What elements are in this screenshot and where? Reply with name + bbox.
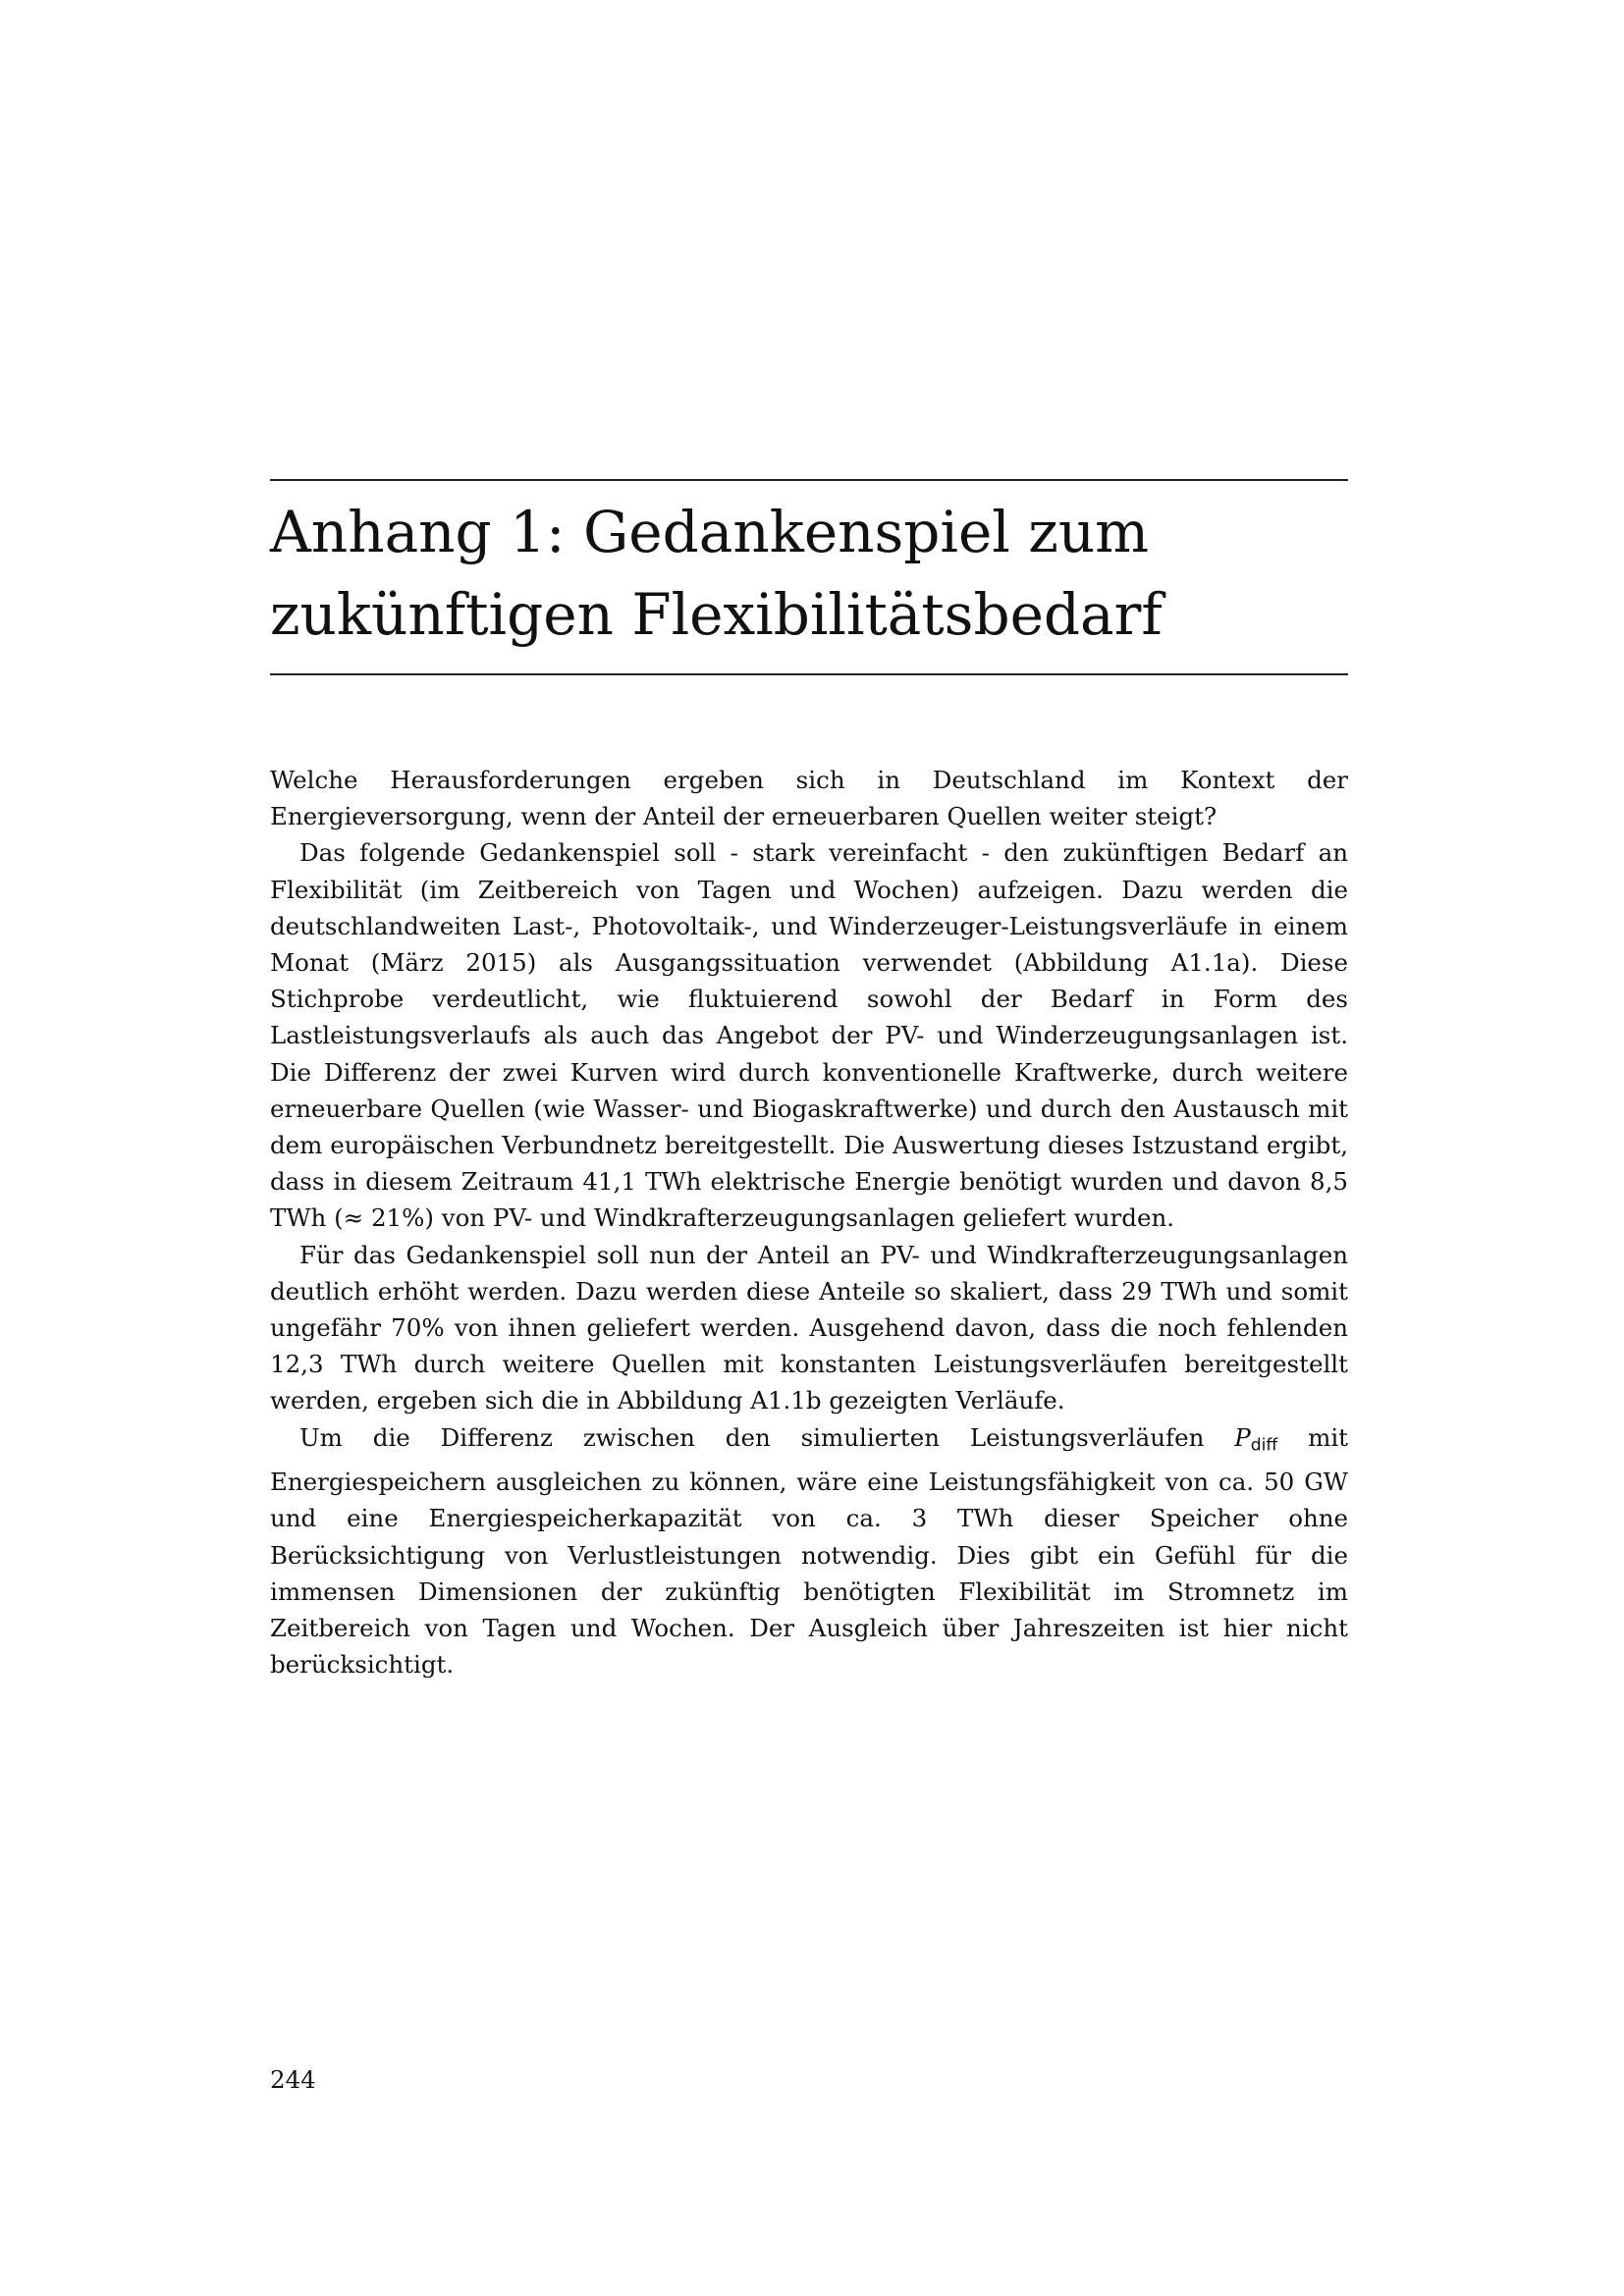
- paragraph-4-text-after: mit Energiespeichern ausgleichen zu können, wäre eine Leistungsfähigkeit von ca. 50 GW und eine Energiespeicherkapazität von ca. 3 TWh dieser Speicher ohne Berücksichtigung von Verlustleistungen notwendig. Dies gibt ein Gefühl für die immensen Dimensionen der zukünftig benötigten Flexibilität im Stromnetz im Zeitbereich von Tagen und Wochen. Der Ausgleich über Jahreszeiten ist hier nicht berücksichtigt.: [270, 1422, 1348, 1680]
- chapter-title-line-2: zukünftigen Flexibilitätsbedarf: [270, 581, 1163, 648]
- math-variable-p: P: [1234, 1422, 1251, 1452]
- body-text: [270, 762, 1348, 1682]
- page-number: 244: [270, 2065, 316, 2094]
- paragraph-4: [270, 1419, 1348, 1683]
- title-rule-bottom: [270, 673, 1348, 675]
- chapter-title: [270, 491, 1348, 656]
- title-rule-top: [270, 479, 1348, 481]
- chapter-title-line-1: Anhang 1: Gedankenspiel zum: [270, 499, 1150, 565]
- paragraph-2: Das folgende Gedankenspiel soll - stark vereinfacht - den zukünftigen Bedarf an Flexibilität (im Zeitbereich von Tagen und Wochen) aufzeigen. Dazu werden die deutschlandweiten Last-, Photovoltaik-, und Winderzeuger-Leistungsverläufe in einem Monat (März 2015) als Ausgangssituation verwendet (Abbildung A1.1a). Diese Stichprobe verdeutlicht, wie fluktuierend sowohl der Bedarf in Form des Lastleistungsverlaufs als auch das Angebot der PV- und Winderzeugungsanlagen ist. Die Differenz der zwei Kurven wird durch konventionelle Kraftwerke, durch weitere erneuerbare Quellen (wie Wasser- und Biogaskraftwerke) und durch den Austausch mit dem europäischen Verbundnetz bereitgestellt. Die Auswertung dieses Istzustand ergibt, dass in diesem Zeitraum 41,1 TWh elektrische Energie benötigt wurden und davon 8,5 TWh (≈ 21%) von PV- und Windkrafterzeugungsanlagen geliefert wurden.: [270, 838, 1348, 1233]
- paragraph-4-text-before: Um die Differenz zwischen den simulierten Leistungsverläufen: [299, 1422, 1235, 1452]
- paragraph-3: Für das Gedankenspiel soll nun der Anteil an PV- und Windkrafterzeugungsanlagen deutlich erhöht werden. Dazu werden diese Anteile so skaliert, dass 29 TWh und somit ungefähr 70% von ihnen geliefert werden. Ausgehend davon, dass die noch fehlenden 12,3 TWh durch weitere Quellen mit konstanten Leistungsverläufen bereitgestellt werden, ergeben sich die in Abbildung A1.1b gezeigten Verläufe.: [270, 1240, 1348, 1415]
- math-subscript-diff: diff: [1250, 1434, 1278, 1455]
- paragraph-1: Welche Herausforderungen ergeben sich in Deutschland im Kontext der Energieversorgung, wenn der Anteil der erneuerbaren Quellen weiter steigt?: [270, 766, 1348, 831]
